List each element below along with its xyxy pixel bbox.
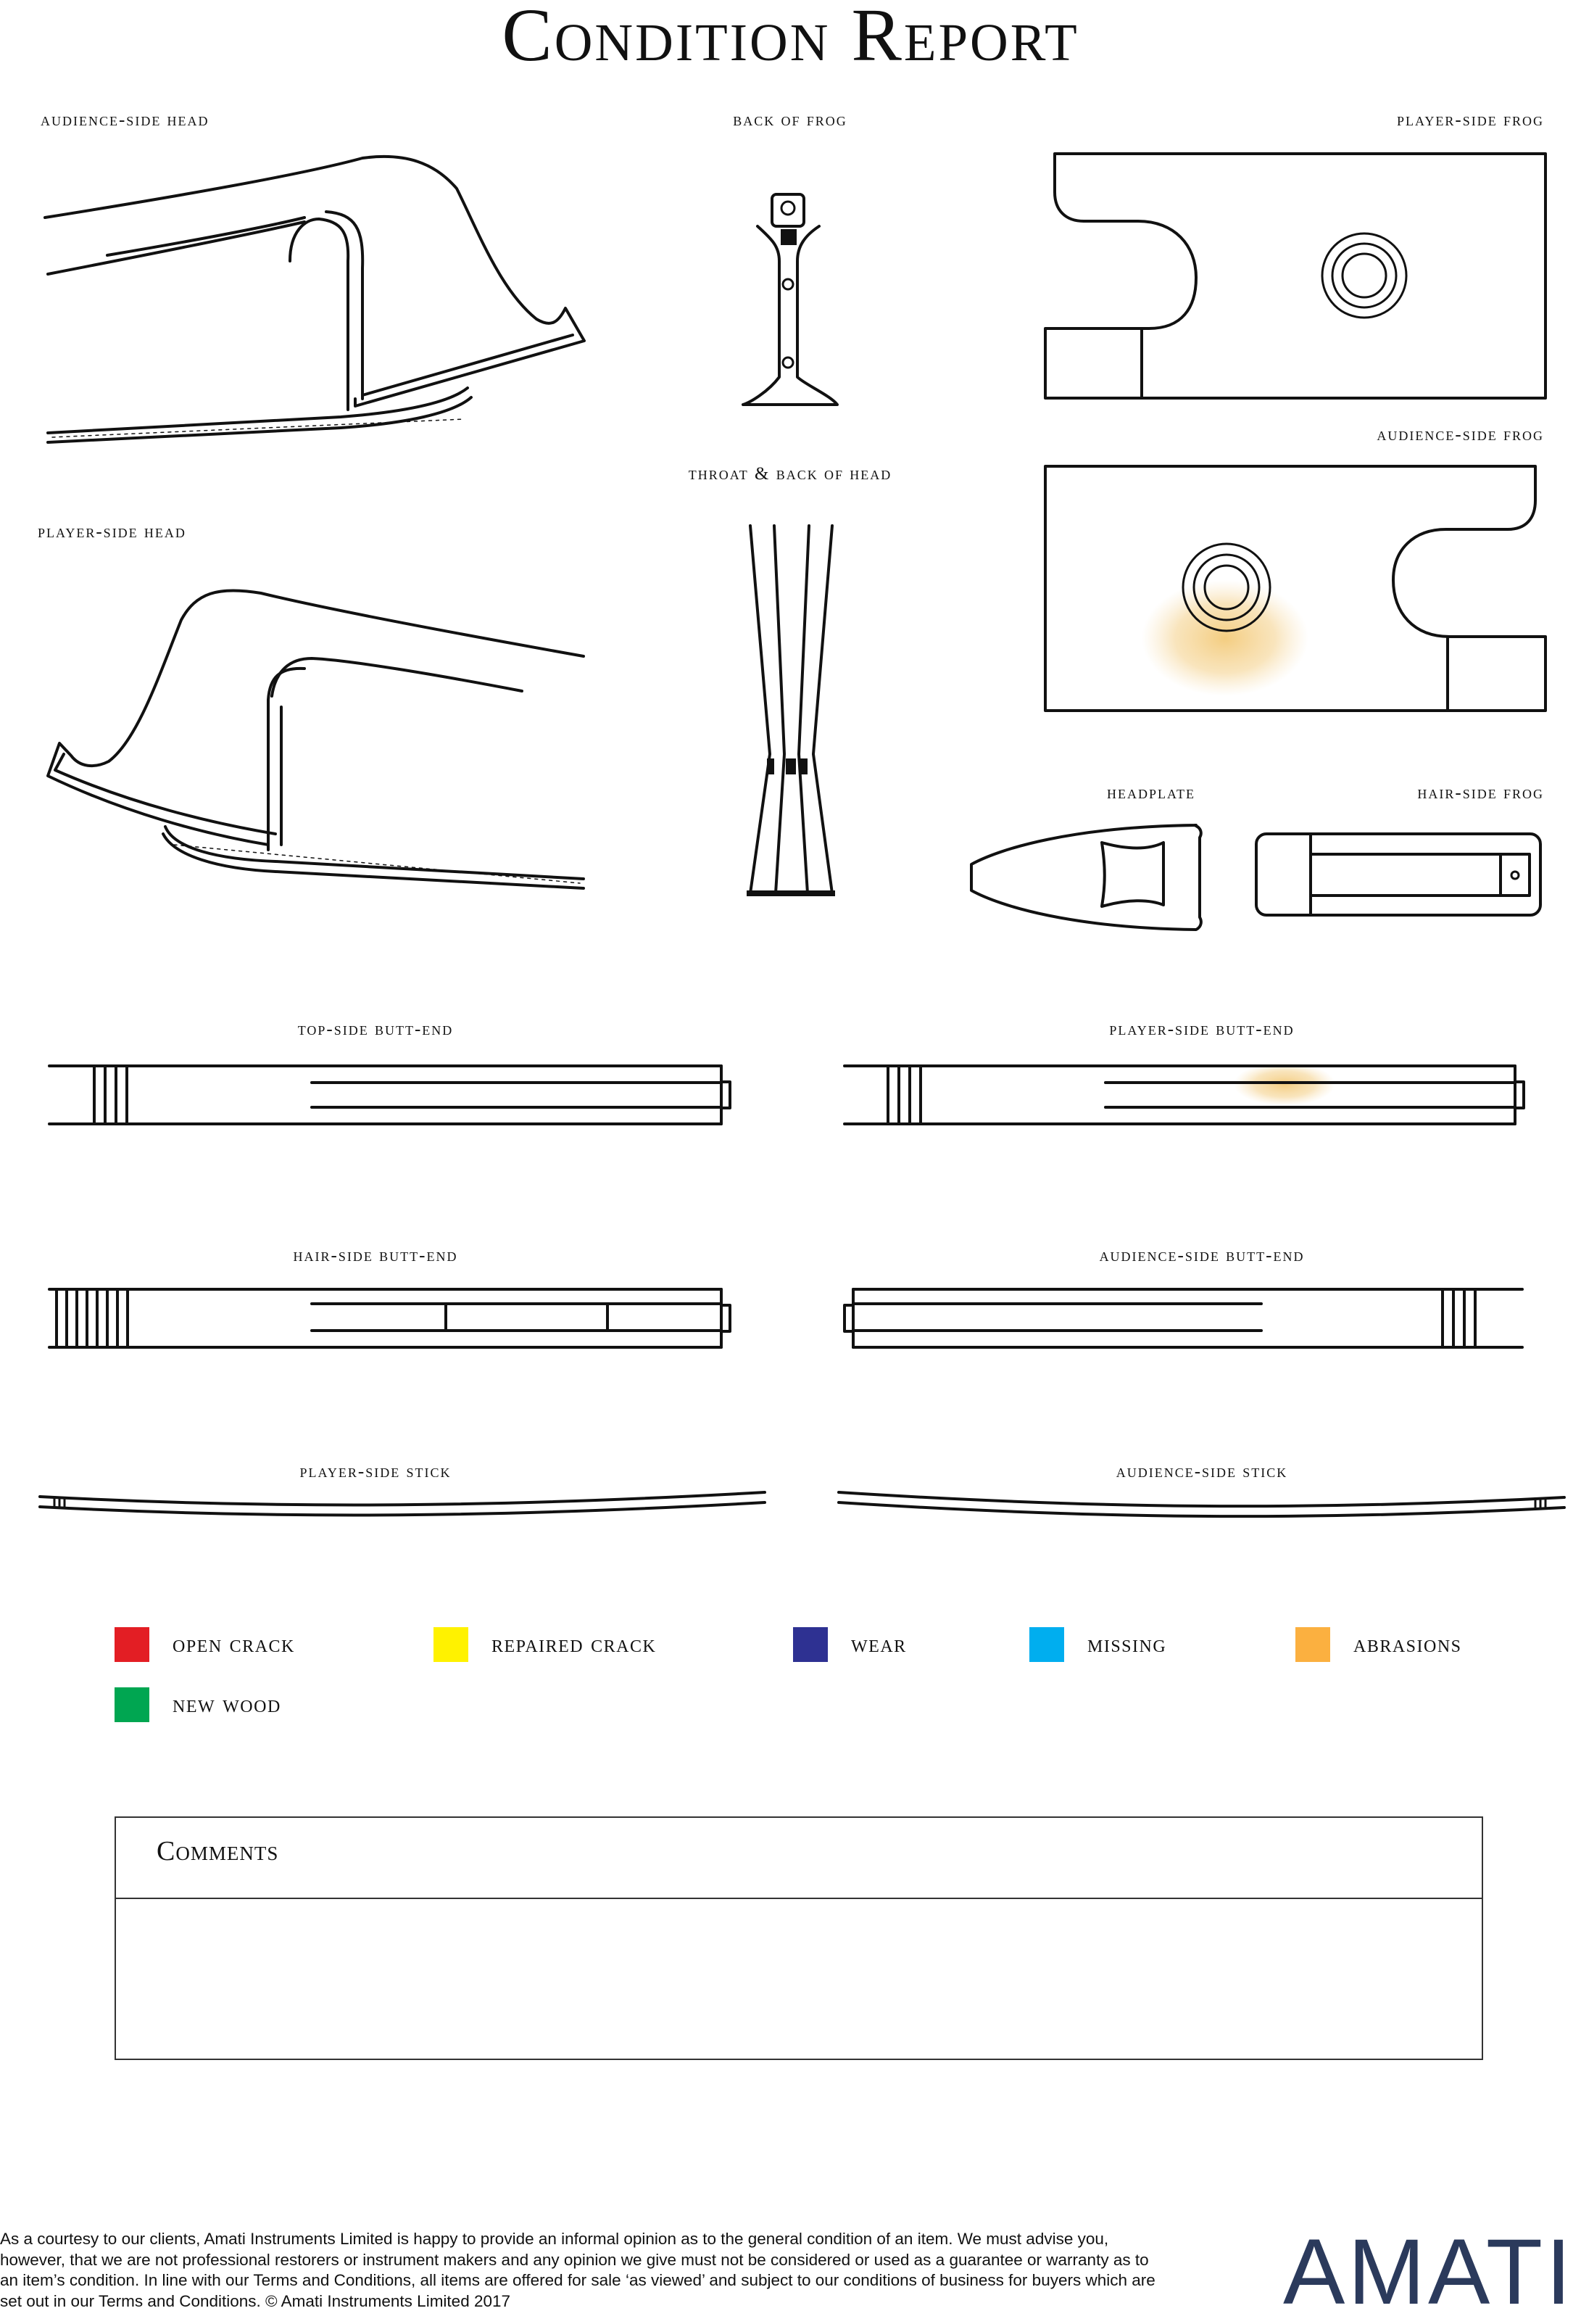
audience-side-frog-drawing [1045, 466, 1545, 711]
label-player-side-stick: player-side stick [299, 1462, 452, 1481]
page-title: Condition Report [502, 0, 1079, 77]
legend-repaired-crack [433, 1627, 656, 1662]
legend-label: open crack [173, 1631, 295, 1658]
top-side-butt-end-drawing [49, 1066, 730, 1124]
comments-box [115, 1816, 1483, 2060]
legend-swatch [793, 1627, 828, 1662]
legend-swatch [433, 1627, 468, 1662]
label-player-side-head: player-side head [38, 522, 186, 542]
legend-swatch [115, 1627, 149, 1662]
label-headplate: headplate [1107, 783, 1195, 803]
audience-side-butt-end-drawing [845, 1289, 1522, 1347]
label-top-side-butt-end: top-side butt-end [297, 1020, 454, 1039]
label-audience-side-head: audience-side head [41, 110, 209, 130]
legend-open-crack [115, 1627, 295, 1662]
disclaimer-text: As a courtesy to our clients, Amati Instruments Limited is happy to provide an informal opinion as to the general condition of an item. We must advise you, however, that we are not professional restorers or instrument makers and any opinion we give must not be considered or used as a guarantee or warranty as to an item’s condition. In line with our Terms and Conditions, all items are offered for sale ‘as viewed’ and subject to our conditions of business for buyers which are set out in our Terms and Conditions. © Amati Instruments Limited 2017 [0, 2230, 1155, 2310]
legend-label: wear [851, 1631, 907, 1658]
legend-swatch [1295, 1627, 1330, 1662]
label-hair-side-butt-end: hair-side butt-end [293, 1246, 458, 1265]
label-hair-side-frog: hair-side frog [1417, 783, 1544, 803]
label-player-side-frog: player-side frog [1397, 110, 1544, 130]
player-side-butt-end-drawing [845, 1062, 1524, 1124]
player-side-head-drawing [48, 590, 584, 888]
abrasion-mark [1142, 580, 1308, 696]
throat-back-of-head-drawing [747, 526, 835, 893]
legend-label: repaired crack [491, 1631, 657, 1658]
back-of-frog-drawing [743, 194, 837, 405]
player-side-stick-drawing [40, 1492, 765, 1515]
hair-side-frog-drawing [1256, 834, 1540, 915]
legend-label: abrasions [1353, 1631, 1462, 1658]
player-side-frog-drawing [1045, 154, 1545, 398]
amati-logo: AMATI [1283, 2220, 1574, 2324]
comments-header [116, 1818, 1482, 1899]
label-throat-back-of-head: throat & back of head [688, 464, 892, 484]
legend-swatch [1029, 1627, 1064, 1662]
legend-label: missing [1087, 1631, 1167, 1658]
legend-abrasions [1295, 1627, 1462, 1662]
legend-wear [793, 1627, 907, 1662]
label-player-side-butt-end: player-side butt-end [1109, 1020, 1295, 1039]
label-audience-side-butt-end: audience-side butt-end [1099, 1246, 1305, 1265]
legend-missing [1029, 1627, 1166, 1662]
headplate-drawing [971, 825, 1201, 930]
legend-swatch [115, 1687, 149, 1722]
legend-label: new wood [173, 1691, 281, 1718]
label-audience-side-stick: audience-side stick [1116, 1462, 1288, 1481]
hair-side-butt-end-drawing [49, 1289, 730, 1347]
label-audience-side-frog: audience-side frog [1377, 425, 1544, 444]
comments-title: Comments [157, 1836, 279, 1866]
audience-side-stick-drawing [839, 1492, 1564, 1516]
label-back-of-frog: back of frog [733, 110, 847, 130]
audience-side-head-drawing [45, 157, 584, 442]
legend-new-wood [115, 1687, 281, 1722]
